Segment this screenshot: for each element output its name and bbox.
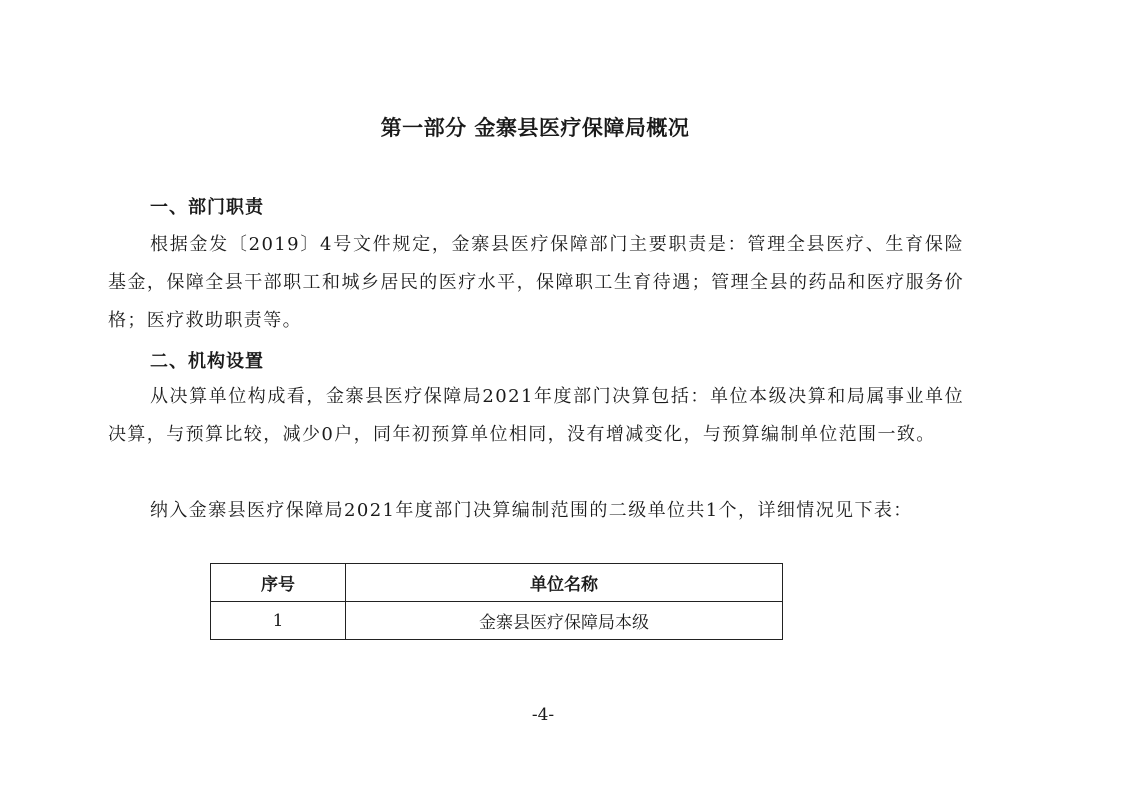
section-heading-organization: 二、机构设置 (150, 351, 264, 372)
page-number: -4- (531, 705, 555, 725)
table-header-seq: 序号 (211, 564, 346, 602)
unit-table (210, 563, 783, 640)
section-heading-duties: 一、部门职责 (150, 197, 264, 218)
table-header-unit-name: 单位名称 (346, 564, 783, 602)
table-cell-unit-name: 金寨县医疗保障局本级 (346, 602, 783, 640)
table-cell-seq: 1 (211, 602, 346, 640)
table-row (211, 602, 783, 640)
paragraph-subunits: 纳入金寨县医疗保障局2021年度部门决算编制范围的二级单位共1个，详细情况见下表： (150, 500, 913, 521)
table-header-row (211, 564, 783, 602)
page-title: 第一部分 金寨县医疗保障局概况 (380, 116, 690, 140)
paragraph-organization: 从决算单位构成看，金寨县医疗保障局2021年度部门决算包括：单位本级决算和局属事业单位决算，与预算比较，减少0户，同年初预算单位相同，没有增减变化，与预算编制单位范围一致。 (108, 386, 964, 445)
paragraph-duties: 根据金发〔2019〕4号文件规定，金寨县医疗保障部门主要职责是：管理全县医疗、生育保险基金，保障全县干部职工和城乡居民的医疗水平，保障职工生育待遇；管理全县的药品和医疗服务价格；医疗救助职责等。 (108, 234, 964, 331)
